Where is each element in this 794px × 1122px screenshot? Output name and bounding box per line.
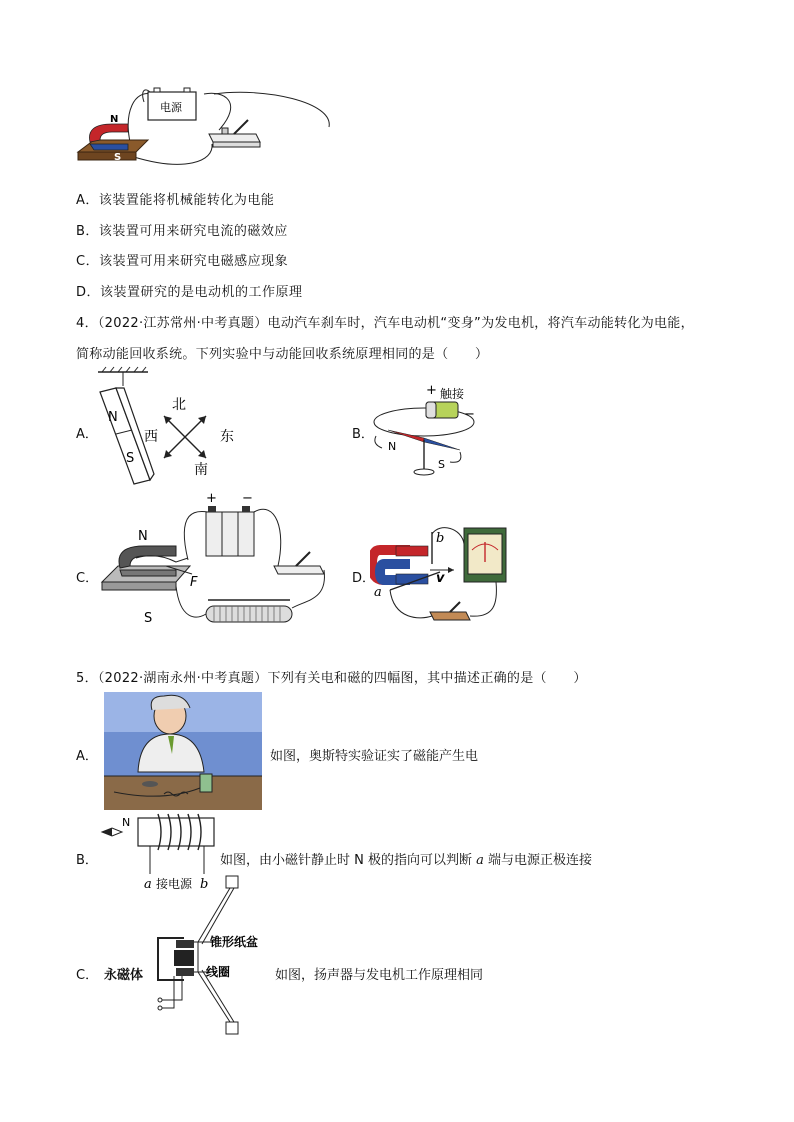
label-v: v: [436, 571, 445, 586]
q3-option-d[interactable]: [76, 281, 303, 300]
q3-option-letter: A．: [76, 193, 99, 208]
q5-c-figure: [154, 872, 300, 1042]
power-label: 电源: [160, 101, 182, 114]
magnet-n-label: N: [110, 114, 119, 125]
direction-west: 西: [144, 429, 158, 445]
magnet-n-label: N: [108, 410, 118, 425]
label-b: b: [200, 877, 209, 892]
q5-option-a-letter[interactable]: A．: [76, 749, 98, 764]
q4-stem-line2: 简称动能回收系统。下列实验中与动能回收系统原理相同的是（ ）: [76, 347, 489, 362]
q4-c-figure: [96, 490, 336, 630]
magnet-s-label: S: [126, 451, 135, 466]
q4-option-c-letter[interactable]: C．: [76, 571, 99, 586]
q5-option-a-text: 如图，奥斯特实验证实了磁能产生电: [270, 749, 479, 764]
q3-figure: [74, 82, 334, 172]
q3-option-letter: B．: [76, 224, 99, 239]
q4-a-figure: [96, 366, 256, 490]
needle-n-label: N: [388, 440, 397, 453]
q3-option-b[interactable]: [76, 220, 288, 239]
q5-option-b-text-pre: 如图，由小磁针静止时 N 极的指向可以判断: [220, 853, 477, 868]
plus-label: +: [426, 383, 437, 398]
label-a: a: [144, 877, 152, 892]
q5-a-figure: [104, 692, 262, 810]
q4-option-b-letter[interactable]: B．: [352, 427, 374, 442]
permanent-magnet-label: 永磁体: [104, 968, 144, 983]
q4-stem-line1: 4．（2022·江苏常州·中考真题）电动汽车刹车时，汽车电动机“变身”为发电机，将汽车动能转化为电能，: [76, 316, 694, 331]
needle-s-label: S: [438, 458, 445, 471]
q3-option-letter: D．: [76, 285, 101, 300]
q3-option-a[interactable]: [76, 189, 274, 208]
magnet-n-label: N: [138, 529, 148, 544]
force-f-label: F: [190, 575, 198, 590]
q5-option-b-text: [220, 849, 592, 868]
q3-option-text: 该装置能将机械能转化为电能: [98, 193, 275, 208]
q5-option-c-letter[interactable]: C．: [76, 968, 99, 983]
q4-b-figure: [368, 380, 508, 480]
label-a: a: [374, 585, 382, 600]
q4-option-d-letter[interactable]: D．: [352, 571, 376, 586]
q3-option-text: 该装置可用来研究电流的磁效应: [98, 224, 288, 239]
q3-option-letter: C．: [76, 254, 100, 269]
direction-south: 南: [194, 462, 208, 478]
q4-d-figure: [370, 524, 520, 628]
plus-label: +: [206, 491, 217, 506]
q3-option-text: 该装置研究的是电动机的工作原理: [100, 285, 303, 300]
minus-label: −: [464, 407, 475, 422]
q5-stem: 5．（2022·湖南永州·中考真题）下列有关电和磁的四幅图，其中描述正确的是（ ）: [76, 671, 587, 686]
label-b: b: [436, 531, 445, 546]
direction-north: 北: [172, 397, 186, 413]
direction-east: 东: [220, 429, 234, 445]
q5-option-b-text-a: a: [476, 853, 484, 868]
cone-label: 锥形纸盆: [210, 935, 259, 949]
power-label: 接电源: [156, 877, 193, 891]
coil-label: 线圈: [206, 965, 231, 979]
needle-n-label: N: [122, 816, 131, 829]
q5-option-c-text: 如图，扬声器与发电机工作原理相同: [275, 968, 484, 983]
q4-option-a-letter[interactable]: A．: [76, 427, 98, 442]
minus-label: −: [242, 491, 253, 506]
q3-option-text: 该装置可用来研究电磁感应现象: [99, 254, 289, 269]
magnet-s-label: S: [114, 152, 122, 163]
q5-option-b-letter[interactable]: B．: [76, 853, 98, 868]
q5-option-b-text-post: 端与电源正极连接: [483, 853, 593, 868]
touch-label: 触接: [440, 387, 465, 401]
q3-option-c[interactable]: [76, 250, 288, 269]
magnet-s-label: S: [144, 611, 153, 626]
